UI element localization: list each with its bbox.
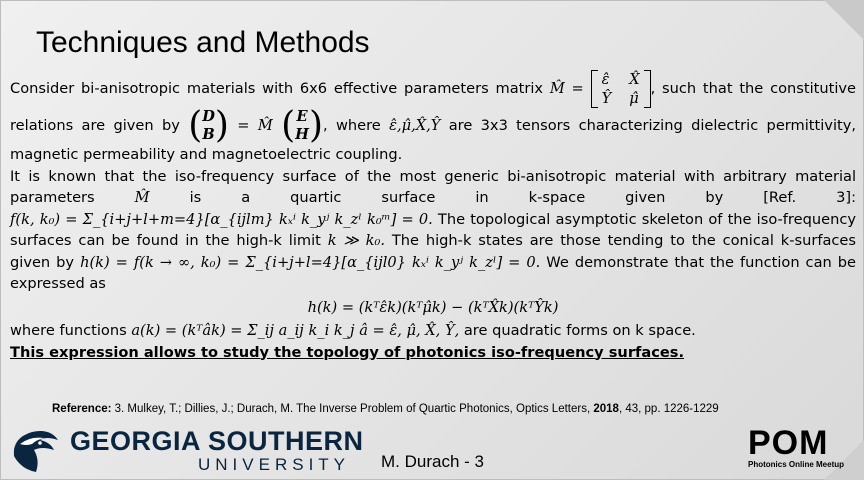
paragraph-1: [10, 70, 856, 166]
paragraph-2: [10, 166, 856, 295]
slide-body: [10, 70, 856, 363]
matrix-cell: Ŷ: [601, 90, 612, 107]
text: The high-k states are those tending to the conical k-surfaces given by: [10, 232, 857, 271]
parameter-matrix: [591, 70, 651, 108]
text: The topological asymptotic skeleton of the iso-frequency surfaces can be found in the high-k limit: [10, 210, 856, 249]
vector-entry: B: [202, 126, 215, 143]
paragraph-3: [10, 320, 856, 342]
vector-entry: E: [296, 108, 308, 125]
matrix-cell: X̂: [629, 71, 640, 88]
pom-subtitle: Photonics Online Meetup: [748, 460, 845, 469]
conclusion: This expression allows to study the topology of photonics iso-frequency surfaces.: [10, 343, 684, 361]
text: are quadratic forms on k space.: [459, 322, 696, 339]
author-page: M. Durach - 3: [381, 452, 484, 471]
university-subtitle: UNIVERSITY: [198, 455, 351, 474]
pom-logo: [748, 426, 848, 476]
text: , where: [323, 117, 390, 134]
math-mhat: M̂ =: [549, 80, 584, 97]
math-quartic-formula: f(k, k₀) = Σ_{i+j+l+m=4}[α_{ijlm} kₓⁱ k_yʲ k_zˡ k₀ᵐ] = 0.: [10, 210, 433, 228]
text: , such that the: [650, 80, 764, 97]
math-limit: k ≫ k₀.: [327, 232, 385, 249]
central-equation: h(k) = (kᵀε̂k)(kᵀμ̂k) − (kᵀX̂k)(kᵀŶk): [307, 298, 559, 316]
text: Consider bi-anisotropic materials with 6x6 effective parameters matrix: [10, 80, 550, 97]
matrix-cell: μ̂: [629, 90, 639, 107]
reference-year: 2018: [593, 403, 619, 415]
text: We demonstrate that the function can be expressed as: [10, 253, 856, 292]
university-name: GEORGIA SOUTHERN: [70, 426, 364, 456]
vector-entry: H: [295, 126, 309, 143]
db-vector: ( D B ): [188, 105, 229, 146]
eh-vector: ( E H ): [281, 105, 323, 146]
math-hk: h(k) = f(k → ∞, k₀) = Σ_{i+j+l=4}[α_{ijl0} kₓⁱ k_yʲ k_zˡ] = 0.: [80, 253, 541, 271]
university-logo: [10, 424, 370, 476]
math-eq: = M̂: [228, 117, 282, 134]
reference-text: , 43, pp. 1226-1229: [618, 403, 719, 415]
math-mhat: M̂: [134, 189, 150, 206]
text: are 3x3 tensors characterizing dielectric permittivity, magnetic permeability and magnetoelectric coupling.: [10, 117, 856, 163]
math-tensors: ε̂,μ̂,X̂,Ŷ: [389, 117, 441, 134]
slide-title: Techniques and Methods: [36, 26, 370, 59]
eagle-icon: [10, 426, 60, 474]
text: is a quartic surface in k-space given by [Ref. 3]:: [149, 189, 856, 206]
text: It is known that the iso-frequency surface of the most generic bi-anisotropic material with arbitrary material parameters: [10, 167, 856, 206]
reference-text: 3. Mulkey, T.; Dillies, J.; Durach, M. The Inverse Problem of Quartic Photonics, Optics Letters,: [111, 403, 594, 415]
reference: [52, 403, 719, 415]
text: where functions: [10, 322, 132, 339]
text: constitutive relations are given by: [10, 80, 857, 134]
math-ak: a(k) = (kᵀâk) = Σ_ij a_ij k_i k_j â = ε̂, μ̂, X̂, Ŷ,: [131, 322, 460, 339]
vector-entry: D: [202, 108, 215, 125]
matrix-cell: ε̂: [601, 71, 610, 88]
reference-label: Reference:: [52, 403, 112, 415]
pom-title: POM: [748, 424, 829, 462]
